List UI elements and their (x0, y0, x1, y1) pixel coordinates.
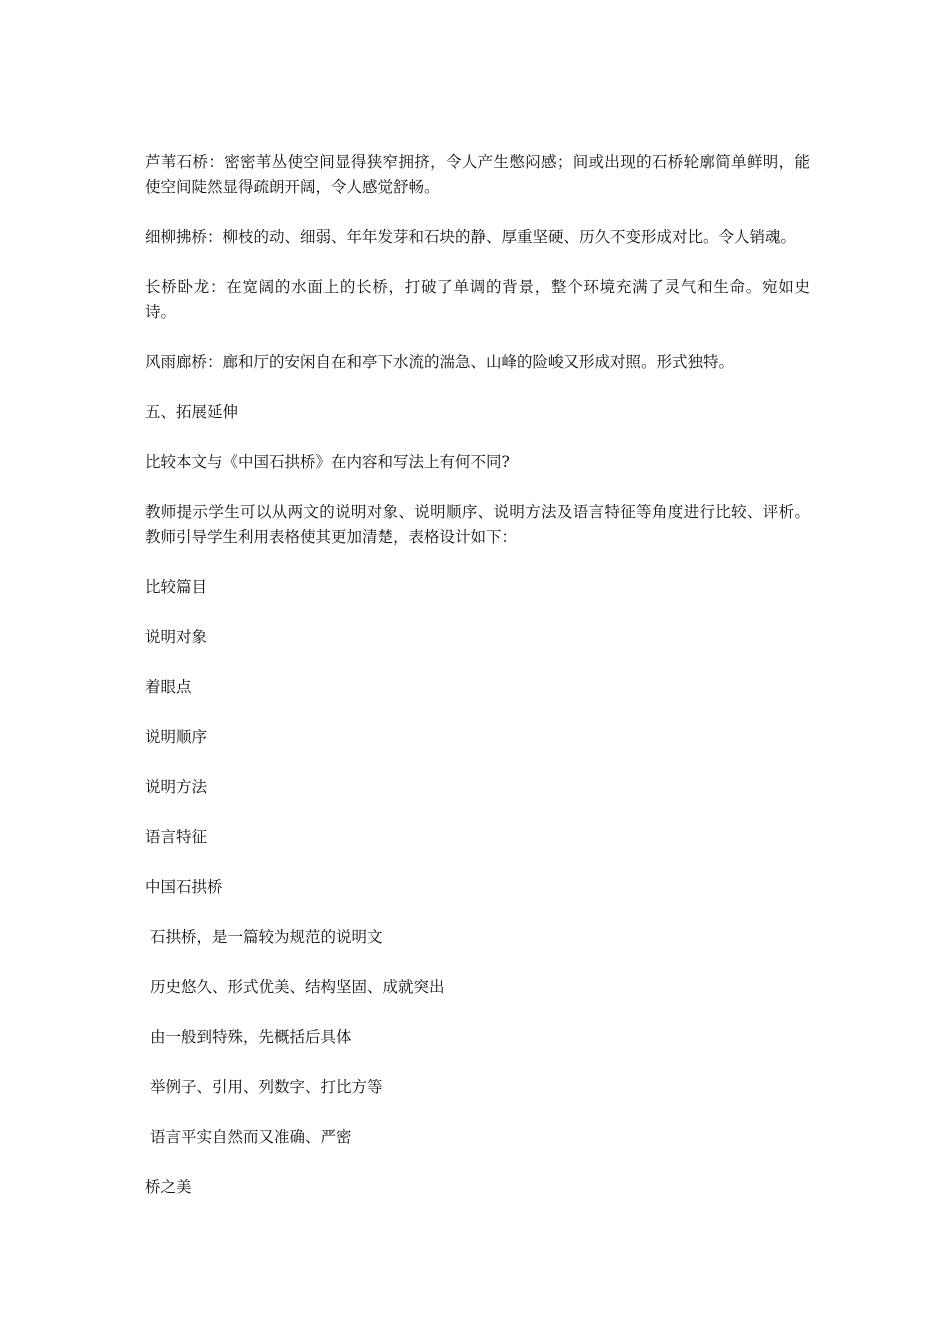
table-cell-article-1: 中国石拱桥 (145, 878, 223, 896)
paragraph-reed-stone-bridge: 芦苇石桥：密密苇丛使空间显得狭窄拥挤，令人产生憋闷感；间或出现的石桥轮廓简单鲜明，能使空间陡然显得疏朗开阔，令人感觉舒畅。 (145, 153, 810, 196)
table-cell-focus-1: 历史悠久、形式优美、结构坚固、成就突出 (145, 978, 445, 996)
document-body (145, 150, 810, 1225)
table-header-order: 说明顺序 (145, 728, 208, 746)
paragraph-willow-bridge: 细柳拂桥：柳枝的动、细弱、年年发芽和石块的静、厚重坚硬、历久不变形成对比。令人销魂。 (145, 228, 797, 246)
paragraph-covered-bridge: 风雨廊桥：廊和厅的安闲自在和亭下水流的湍急、山峰的险峻又形成对照。形式独特。 (145, 353, 735, 371)
table-header-language: 语言特征 (145, 828, 208, 846)
table-header-object: 说明对象 (145, 628, 208, 646)
table-header-focus: 着眼点 (145, 678, 192, 696)
table-cell-article-2: 桥之美 (145, 1178, 192, 1196)
section-heading-extension: 五、拓展延伸 (145, 403, 239, 421)
table-cell-method-1: 举例子、引用、列数字、打比方等 (145, 1078, 383, 1096)
paragraph-teacher-guidance: 教师提示学生可以从两文的说明对象、说明顺序、说明方法及语言特征等角度进行比较、评析。教师引导学生利用表格使其更加清楚，表格设计如下： (145, 503, 810, 546)
table-cell-order-1: 由一般到特殊，先概括后具体 (145, 1028, 352, 1046)
table-cell-object-1: 石拱桥，是一篇较为规范的说明文 (145, 928, 383, 946)
paragraph-comparison-question: 比较本文与《中国石拱桥》在内容和写法上有何不同? (145, 453, 510, 471)
table-header-article: 比较篇目 (145, 578, 208, 596)
table-cell-language-1: 语言平实自然而又准确、严密 (145, 1128, 352, 1146)
table-header-method: 说明方法 (145, 778, 208, 796)
paragraph-long-bridge: 长桥卧龙：在宽阔的水面上的长桥，打破了单调的背景，整个环境充满了灵气和生命。宛如史诗。 (145, 278, 810, 321)
